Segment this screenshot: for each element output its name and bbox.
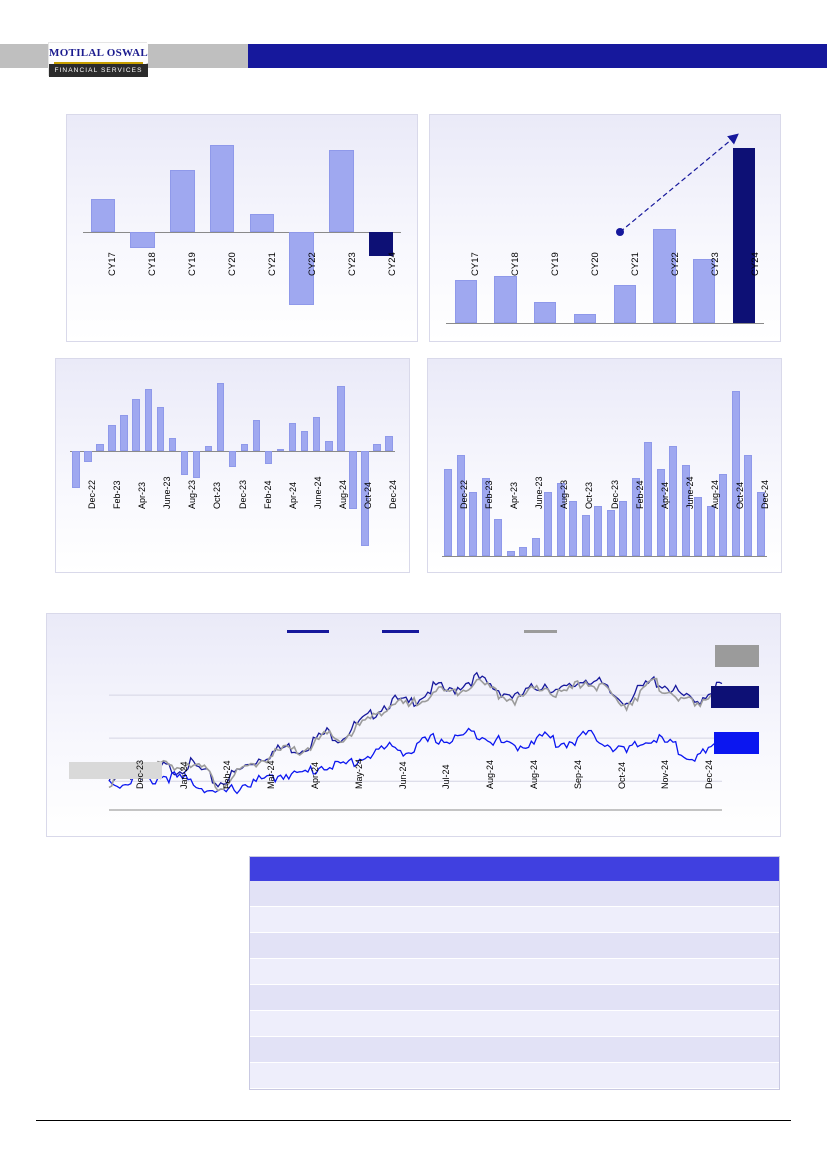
series-label-swatch-blue (714, 732, 759, 754)
axis-tick-label: Dec-24 (388, 479, 399, 509)
bar (217, 383, 224, 451)
bar (120, 415, 127, 452)
bar (265, 451, 272, 464)
axis-tick-label: Aug-24 (338, 479, 349, 509)
bar (277, 449, 284, 452)
data-table (249, 856, 780, 1090)
axis-tick-label: CY24 (750, 252, 761, 276)
bar (337, 386, 344, 451)
bar (96, 444, 103, 452)
table-row[interactable] (250, 933, 779, 959)
axis-tick-label: June-23 (534, 476, 545, 509)
bar (349, 451, 356, 509)
bar (157, 407, 164, 451)
bar (385, 436, 392, 452)
bar (193, 451, 200, 477)
brand-name: MOTILAL OSWAL (49, 43, 148, 63)
axis-tick-label: CY21 (267, 252, 278, 276)
axis-tick-label: Oct-23 (584, 481, 595, 509)
bar (301, 431, 308, 452)
bar (181, 451, 188, 475)
axis-tick-label: Mar-24 (266, 760, 277, 789)
axis-tick-label: Feb-24 (262, 480, 273, 509)
chart-bottom-xaxis (46, 758, 781, 850)
table-row[interactable] (250, 881, 779, 907)
bar (329, 150, 354, 233)
axis-tick-label: Aug-24 (710, 479, 721, 509)
axis-tick-label: Apr-23 (136, 481, 147, 509)
bar (250, 214, 275, 232)
legend-series-2 (382, 630, 419, 633)
axis-tick-label: Oct-23 (212, 481, 223, 509)
axis-tick-label: Aug-23 (559, 479, 570, 509)
axis-tick-label: CY20 (590, 252, 601, 276)
axis-tick-label: CY20 (227, 252, 238, 276)
table-body (250, 881, 779, 1089)
axis-tick-label: Aug-24 (485, 759, 496, 789)
axis-tick-label: Feb-24 (222, 760, 233, 789)
axis-tick-label: CY23 (710, 252, 721, 276)
axis-tick-label: CY18 (510, 252, 521, 276)
bar (72, 451, 79, 488)
line-series (109, 673, 722, 787)
axis-tick-label: Oct-24 (363, 481, 374, 509)
axis-tick-label: CY24 (387, 252, 398, 276)
axis-tick-label: June-24 (312, 476, 323, 509)
bar (325, 441, 332, 451)
bar (145, 389, 152, 452)
legend-series-3 (524, 630, 557, 633)
bar (289, 423, 296, 452)
bar (205, 446, 212, 451)
axis-tick-label: Apr-24 (310, 761, 321, 789)
axis-tick-label: CY19 (187, 252, 198, 276)
axis-tick-label: Jan-24 (178, 761, 189, 789)
table-row[interactable] (250, 959, 779, 985)
axis-tick-label: CY21 (630, 252, 641, 276)
axis-tick-label: Feb-23 (111, 480, 122, 509)
bar (91, 199, 116, 233)
table-row[interactable] (250, 1011, 779, 1037)
axis-tick-label: CY19 (550, 252, 561, 276)
axis-tick-label: Sep-24 (572, 759, 583, 789)
axis-tick-label: CY23 (347, 252, 358, 276)
table-header-row (250, 857, 779, 881)
axis-tick-label: Aug-24 (528, 759, 539, 789)
chart-mid-right-xaxis (427, 476, 782, 573)
axis-tick-label: Nov-24 (660, 759, 671, 789)
axis-tick-label: Jun-24 (397, 761, 408, 789)
axis-tick-label: CY22 (307, 252, 318, 276)
axis-tick-label: Apr-24 (287, 481, 298, 509)
table-row[interactable] (250, 1063, 779, 1089)
axis-tick-label: Aug-23 (187, 479, 198, 509)
legend-series-1 (287, 630, 329, 633)
axis-tick-label: Apr-23 (508, 481, 519, 509)
axis-tick-label: Dec-24 (760, 479, 771, 509)
axis-tick-label: June-24 (684, 476, 695, 509)
footer-divider (36, 1120, 791, 1121)
chart-top-right-xaxis (429, 252, 781, 342)
bar (229, 451, 236, 467)
axis-tick-label: Dec-24 (704, 759, 715, 789)
axis-tick-label: Oct-24 (735, 481, 746, 509)
bar (108, 425, 115, 451)
bar (130, 232, 155, 248)
bar (170, 170, 195, 232)
chart-mid-left-xaxis (55, 476, 410, 573)
axis-tick-label: Jul-24 (441, 764, 452, 789)
axis-tick-label: CY17 (107, 252, 118, 276)
axis-tick-label: June-23 (162, 476, 173, 509)
axis-tick-label: Dec-23 (134, 759, 145, 789)
brand-logo (48, 42, 147, 76)
axis-tick-label: Dec-22 (86, 479, 97, 509)
axis-tick-label: Feb-24 (634, 480, 645, 509)
table-row[interactable] (250, 907, 779, 933)
bar (241, 444, 248, 452)
axis-tick-label: Apr-24 (659, 481, 670, 509)
series-label-swatch-grey (715, 645, 759, 667)
axis-tick-label: CY18 (147, 252, 158, 276)
axis-tick-label: Oct-24 (616, 761, 627, 789)
bar (313, 417, 320, 451)
axis-tick-label: Feb-23 (483, 480, 494, 509)
axis-tick-label: May-24 (353, 758, 364, 789)
bar (253, 420, 260, 451)
bar (210, 145, 235, 233)
table-row[interactable] (250, 1037, 779, 1063)
bar (84, 451, 91, 461)
baseline-marker (69, 762, 162, 779)
axis-tick-label: CY17 (470, 252, 481, 276)
axis-tick-label: CY22 (670, 252, 681, 276)
bar (132, 399, 139, 451)
chart-top-left-xaxis (66, 252, 418, 342)
bar (373, 444, 380, 452)
series-label-swatch-navy (711, 686, 759, 708)
axis-tick-label: Dec-23 (609, 479, 620, 509)
axis-tick-label: Dec-22 (458, 479, 469, 509)
axis-tick-label: Dec-23 (237, 479, 248, 509)
brand-tagline: FINANCIAL SERVICES (49, 64, 148, 77)
header-band-blue (248, 44, 827, 68)
table-row[interactable] (250, 985, 779, 1011)
bar (169, 438, 176, 451)
